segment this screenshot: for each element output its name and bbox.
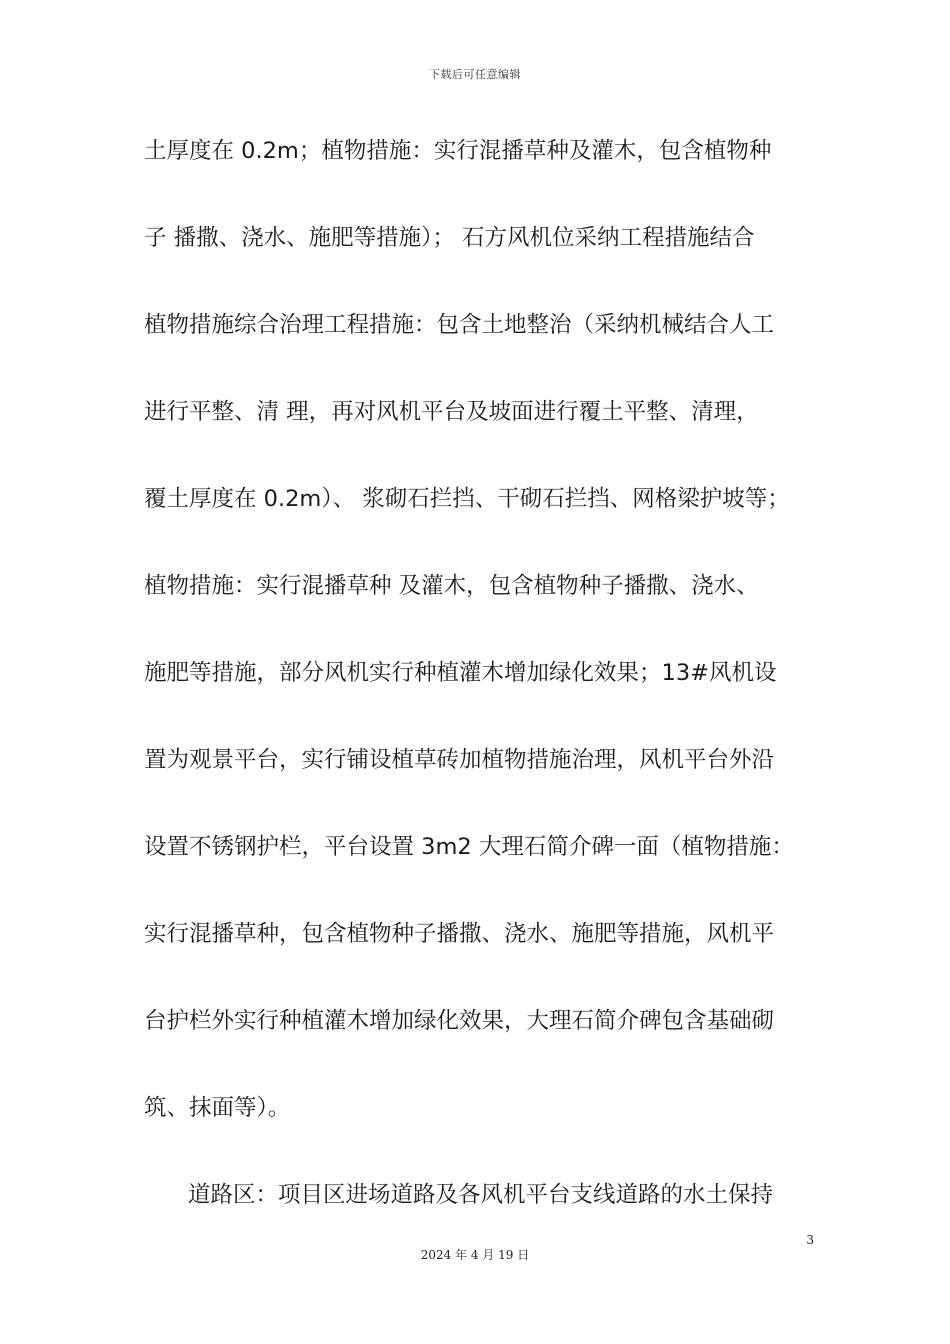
paragraph-line: 土厚度在 0.2m；植物措施：实行混播草种及灌木，包含植物种 (144, 138, 772, 164)
footer-date: 2024 年 4 月 19 日 (420, 1248, 530, 1262)
paragraph-line: 进行平整、清 理，再对风机平台及坡面进行覆土平整、清理， (144, 399, 759, 425)
paragraph-line: 覆土厚度在 0.2m）、 浆砌石拦挡、干砌石拦挡、网格梁护坡等； (144, 486, 790, 512)
paragraph-line-indented: 道路区：项目区进场道路及各风机平台支线道路的水土保持 (188, 1182, 774, 1208)
body-text (144, 128, 810, 1259)
paragraph-line: 实行混播草种，包含植物种子播撒、浇水、施肥等措施，风机平 (144, 921, 775, 947)
paragraph-line: 置为观景平台，实行铺设植草砖加植物措施治理，风机平台外沿 (144, 747, 775, 773)
paragraph-line: 植物措施综合治理工程措施：包含土地整治（采纳机械结合人工 (144, 312, 775, 338)
paragraph-line: 筑、抹面等）。 (144, 1095, 291, 1121)
paragraph-line: 子 播撒、浇水、施肥等措施）； 石方风机位采纳工程措施结合 (144, 225, 755, 251)
page-number: 3 (806, 1233, 814, 1247)
paragraph-line: 台护栏外实行种植灌木增加绿化效果，大理石简介碑包含基础砌 (144, 1008, 775, 1034)
paragraph-line: 设置不锈钢护栏，平台设置 3m2 大理石简介碑一面（植物措施： (144, 834, 794, 860)
paragraph-line: 植物措施：实行混播草种 及灌木，包含植物种子播撒、浇水、 (144, 573, 759, 599)
page-header: 下载后可任意编辑 (429, 68, 521, 81)
paragraph-line: 施肥等措施，部分风机实行种植灌木增加绿化效果；13#风机设 (144, 660, 777, 686)
